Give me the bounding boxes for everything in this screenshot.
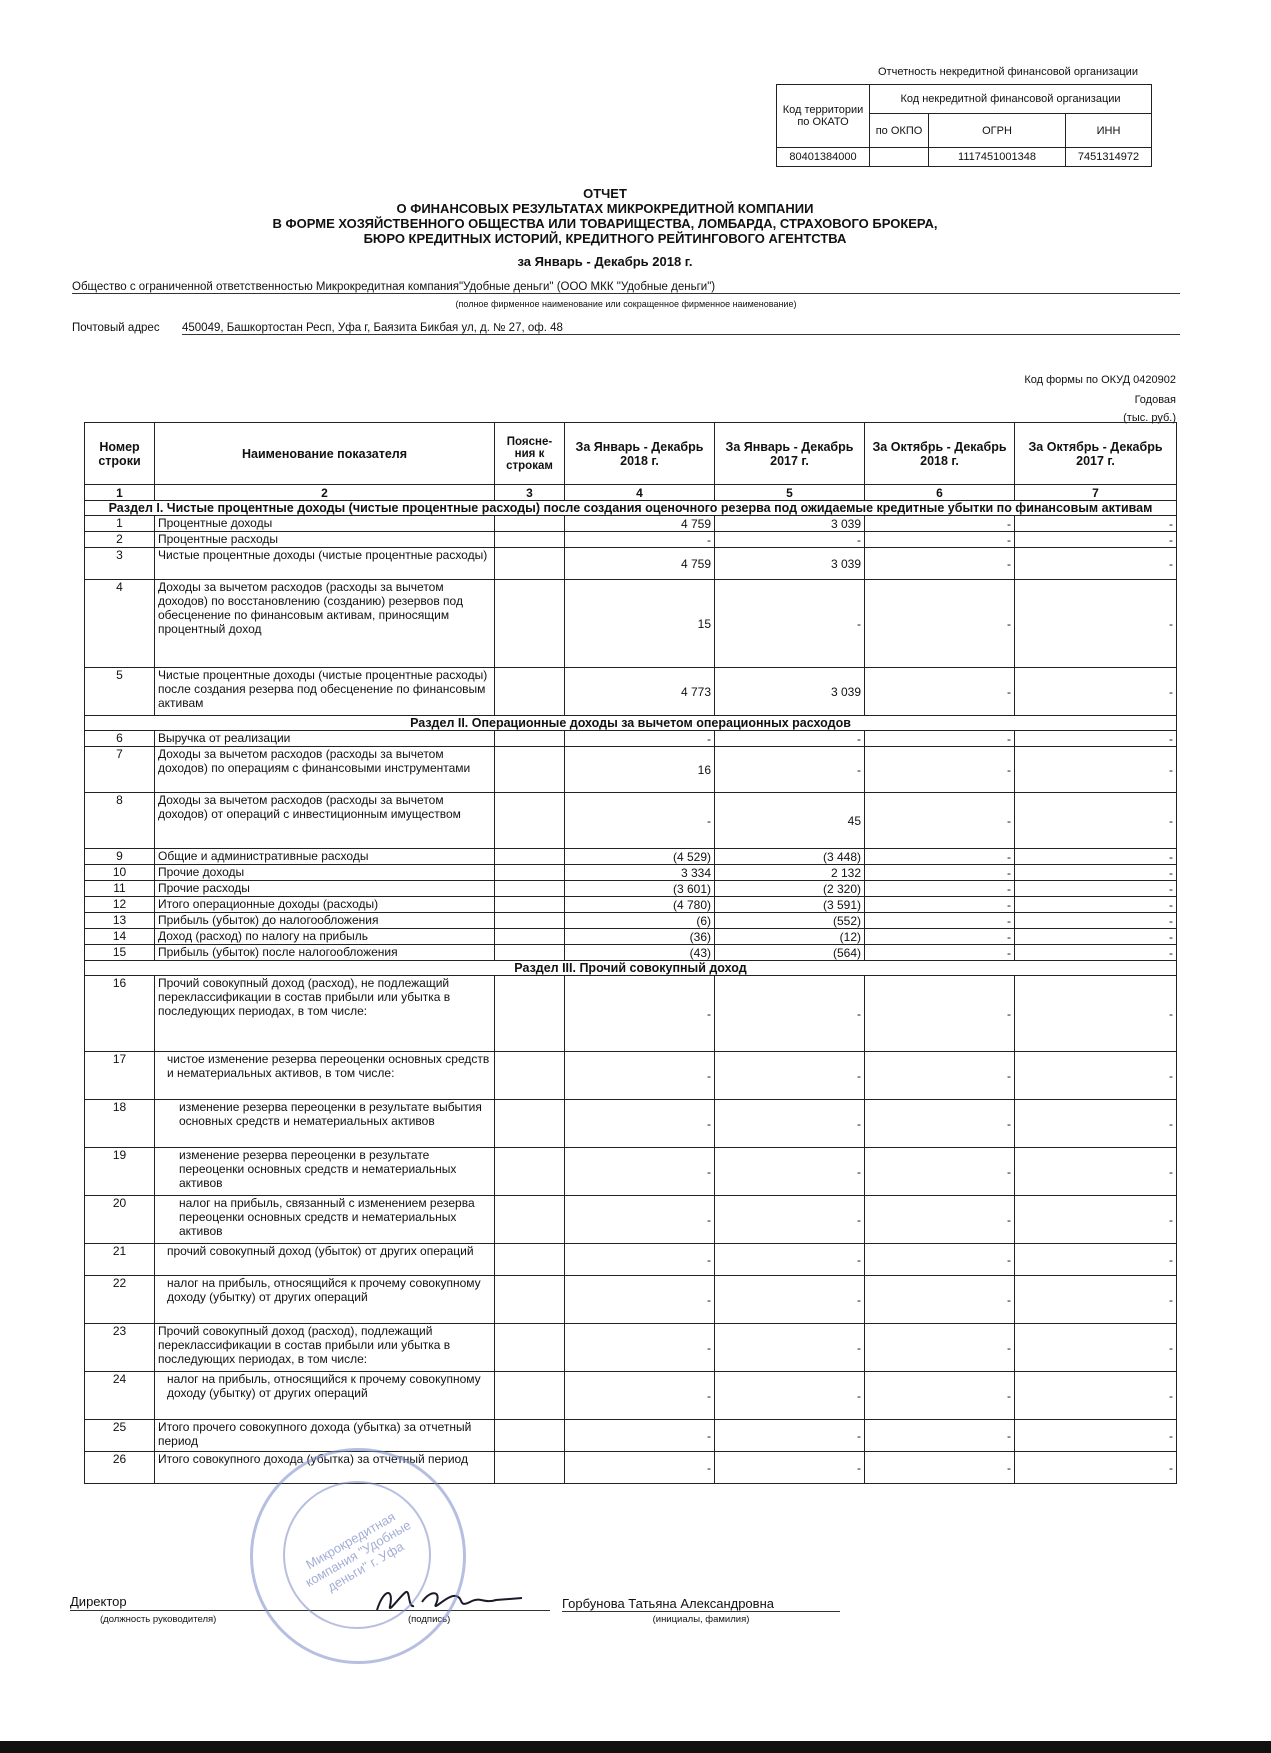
report-kind: Отчетность некредитной финансовой организации (878, 66, 1138, 78)
table-row (85, 580, 1177, 668)
value-2017-full: - (715, 731, 865, 747)
row-explanation (495, 865, 565, 881)
value-2018-q4: - (865, 1100, 1015, 1148)
table-row (85, 731, 1177, 747)
okpo-label: по ОКПО (870, 114, 929, 148)
value-2018-q4: - (865, 1276, 1015, 1324)
row-number: 17 (85, 1052, 155, 1100)
row-indicator-name: налог на прибыль, относящийся к прочему совокупному доходу (убытку) от других операций (155, 1276, 495, 1324)
report-period: за Январь - Декабрь 2018 г. (517, 254, 693, 269)
header-explanations: Поясне-ния к строкам (495, 423, 565, 485)
value-2017-q4: - (1015, 1100, 1177, 1148)
row-explanation (495, 1196, 565, 1244)
row-indicator-name: чистое изменение резерва переоценки основных средств и нематериальных активов, в том числе: (155, 1052, 495, 1100)
row-number: 26 (85, 1452, 155, 1484)
okud-code: Код формы по ОКУД 0420902 (1024, 374, 1176, 386)
row-number: 6 (85, 731, 155, 747)
value-2017-full: - (715, 1276, 865, 1324)
org-code-label: Код некредитной финансовой организации (870, 85, 1152, 114)
row-explanation (495, 793, 565, 849)
table-row (85, 532, 1177, 548)
table-row (85, 865, 1177, 881)
row-number: 16 (85, 976, 155, 1052)
row-indicator-name: Чистые процентные доходы (чистые процентные расходы) (155, 548, 495, 580)
row-indicator-name: Доходы за вычетом расходов (расходы за вычетом доходов) от операций с инвестиционным имуществом (155, 793, 495, 849)
address-label: Почтовый адрес (72, 322, 160, 334)
row-number: 5 (85, 668, 155, 716)
inn-value: 7451314972 (1066, 148, 1152, 167)
row-number: 12 (85, 897, 155, 913)
value-2018-full: (3 601) (565, 881, 715, 897)
value-2018-full: 4 759 (565, 516, 715, 532)
table-row (85, 1420, 1177, 1452)
value-2018-q4: - (865, 793, 1015, 849)
row-indicator-name: Итого прочего совокупного дохода (убытка) за отчетный период (155, 1420, 495, 1452)
row-explanation (495, 1420, 565, 1452)
value-2017-full: (3 448) (715, 849, 865, 865)
value-2018-q4: - (865, 548, 1015, 580)
value-2018-q4: - (865, 516, 1015, 532)
row-indicator-name: Прибыль (убыток) до налогообложения (155, 913, 495, 929)
column-number-5: 5 (715, 485, 865, 501)
value-2017-q4: - (1015, 1276, 1177, 1324)
value-2018-q4: - (865, 1372, 1015, 1420)
column-number-4: 4 (565, 485, 715, 501)
row-explanation (495, 1244, 565, 1276)
value-2018-q4: - (865, 976, 1015, 1052)
value-2017-full: - (715, 1052, 865, 1100)
value-2018-full: (43) (565, 945, 715, 961)
value-2017-full: (3 591) (715, 897, 865, 913)
table-row (85, 1452, 1177, 1484)
column-number-2: 2 (155, 485, 495, 501)
value-2018-full: - (565, 1324, 715, 1372)
row-indicator-name: Прибыль (убыток) после налогообложения (155, 945, 495, 961)
row-explanation (495, 976, 565, 1052)
row-indicator-name: Прочий совокупный доход (расход), подлежащий переклассификации в состав прибыли или убытка в последующих периодах, в том числе: (155, 1324, 495, 1372)
value-2017-q4: - (1015, 793, 1177, 849)
value-2018-full: 15 (565, 580, 715, 668)
periodicity: Годовая (1134, 394, 1176, 406)
row-number: 20 (85, 1196, 155, 1244)
section-header-row (85, 716, 1177, 731)
row-indicator-name: налог на прибыль, связанный с изменением резерва переоценки основных средств и нематериальных активов (155, 1196, 495, 1244)
row-number: 25 (85, 1420, 155, 1452)
row-indicator-name: Процентные доходы (155, 516, 495, 532)
row-number: 8 (85, 793, 155, 849)
value-2018-full: 3 334 (565, 865, 715, 881)
value-2018-q4: - (865, 1324, 1015, 1372)
okpo-value (870, 148, 929, 167)
codes-table (776, 84, 1152, 167)
value-2017-full: 3 039 (715, 548, 865, 580)
section-header-row (85, 961, 1177, 976)
name-caption: (инициалы, фамилия) (652, 1614, 750, 1625)
value-2017-full: - (715, 580, 865, 668)
row-explanation (495, 881, 565, 897)
row-explanation (495, 1052, 565, 1100)
row-indicator-name: изменение резерва переоценки в результате выбытия основных средств и нематериальных активов (155, 1100, 495, 1148)
header-2018-full: За Январь - Декабрь 2018 г. (565, 423, 715, 485)
value-2017-q4: - (1015, 1052, 1177, 1100)
report-title (140, 186, 1070, 269)
value-2017-q4: - (1015, 1372, 1177, 1420)
section-title-3: Раздел III. Прочий совокупный доход (85, 961, 1177, 976)
value-2018-q4: - (865, 865, 1015, 881)
value-2018-q4: - (865, 731, 1015, 747)
table-row (85, 1148, 1177, 1196)
value-2018-full: - (565, 1100, 715, 1148)
company-stamp (250, 1448, 466, 1664)
row-explanation (495, 1276, 565, 1324)
row-number: 24 (85, 1372, 155, 1420)
row-explanation (495, 913, 565, 929)
value-2017-full: 45 (715, 793, 865, 849)
value-2018-full: (4 780) (565, 897, 715, 913)
row-number: 14 (85, 929, 155, 945)
row-indicator-name: Прочие расходы (155, 881, 495, 897)
row-number: 7 (85, 747, 155, 793)
value-2018-full: - (565, 793, 715, 849)
value-2017-q4: - (1015, 1244, 1177, 1276)
value-2017-q4: - (1015, 849, 1177, 865)
value-2018-q4: - (865, 929, 1015, 945)
org-name-caption: (полное фирменное наименование или сокращенное фирменное наименование) (455, 299, 797, 309)
row-indicator-name: Итого совокупного дохода (убытка) за отчетный период (155, 1452, 495, 1484)
table-row (85, 1100, 1177, 1148)
value-2017-q4: - (1015, 516, 1177, 532)
value-2017-full: (552) (715, 913, 865, 929)
okato-label: Код территории по ОКАТО (777, 85, 870, 148)
value-2017-full: 2 132 (715, 865, 865, 881)
row-number: 15 (85, 945, 155, 961)
value-2017-q4: - (1015, 1420, 1177, 1452)
table-row (85, 516, 1177, 532)
value-2017-full: (12) (715, 929, 865, 945)
value-2018-full: - (565, 532, 715, 548)
row-number: 1 (85, 516, 155, 532)
ogrn-value: 1117451001348 (929, 148, 1066, 167)
section-title-1: Раздел I. Чистые процентные доходы (чистые процентные расходы) после создания оценочного резерва под ожидаемые кредитные убытки по финансовым активам (85, 501, 1177, 516)
value-2018-full: - (565, 1148, 715, 1196)
row-indicator-name: изменение резерва переоценки в результате переоценки основных средств и нематериальных активов (155, 1148, 495, 1196)
value-2018-full: - (565, 976, 715, 1052)
table-row (85, 548, 1177, 580)
table-row (85, 1052, 1177, 1100)
value-2018-q4: - (865, 913, 1015, 929)
value-2017-q4: - (1015, 580, 1177, 668)
value-2017-full: - (715, 1452, 865, 1484)
value-2018-q4: - (865, 1052, 1015, 1100)
value-2017-q4: - (1015, 1196, 1177, 1244)
row-explanation (495, 516, 565, 532)
value-2017-q4: - (1015, 881, 1177, 897)
row-explanation (495, 945, 565, 961)
value-2017-q4: - (1015, 865, 1177, 881)
row-indicator-name: Доходы за вычетом расходов (расходы за вычетом доходов) по операциям с финансовыми инструментами (155, 747, 495, 793)
value-2018-q4: - (865, 1452, 1015, 1484)
title-line-4: БЮРО КРЕДИТНЫХ ИСТОРИЙ, КРЕДИТНОГО РЕЙТИНГОВОГО АГЕНТСТВА (363, 231, 847, 246)
header-2017-q4: За Октябрь - Декабрь 2017 г. (1015, 423, 1177, 485)
table-row (85, 793, 1177, 849)
org-name: Общество с ограниченной ответственностью Микрокредитная компания"Удобные деньги" (ООО МКК "Удобные деньги") (72, 281, 1180, 294)
row-number: 3 (85, 548, 155, 580)
units: (тыс. руб.) (1123, 412, 1176, 424)
table-row (85, 1196, 1177, 1244)
value-2017-full: (564) (715, 945, 865, 961)
table-row (85, 668, 1177, 716)
row-number: 9 (85, 849, 155, 865)
position-caption: (должность руководителя) (100, 1614, 217, 1625)
column-number-1: 1 (85, 485, 155, 501)
value-2018-full: (36) (565, 929, 715, 945)
row-number: 18 (85, 1100, 155, 1148)
value-2018-q4: - (865, 849, 1015, 865)
signer-position: Директор (70, 1594, 127, 1609)
table-row (85, 929, 1177, 945)
value-2018-full: (6) (565, 913, 715, 929)
value-2018-q4: - (865, 1420, 1015, 1452)
row-indicator-name: Доходы за вычетом расходов (расходы за вычетом доходов) по восстановлению (созданию) резервов под обесценение по финансовым активам, приносящим процентный доход (155, 580, 495, 668)
row-indicator-name: налог на прибыль, относящийся к прочему совокупному доходу (убытку) от других операций (155, 1372, 495, 1420)
signer-name: Горбунова Татьяна Александровна (562, 1596, 840, 1612)
row-explanation (495, 1324, 565, 1372)
value-2018-full: - (565, 1052, 715, 1100)
row-indicator-name: Общие и административные расходы (155, 849, 495, 865)
value-2017-q4: - (1015, 1324, 1177, 1372)
value-2018-full: - (565, 1276, 715, 1324)
value-2017-full: - (715, 976, 865, 1052)
row-indicator-name: Прочие доходы (155, 865, 495, 881)
table-row (85, 897, 1177, 913)
value-2018-q4: - (865, 881, 1015, 897)
row-explanation (495, 747, 565, 793)
value-2018-full: (4 529) (565, 849, 715, 865)
signature-caption: (подпись) (408, 1614, 451, 1625)
row-indicator-name: Процентные расходы (155, 532, 495, 548)
value-2018-q4: - (865, 747, 1015, 793)
row-number: 22 (85, 1276, 155, 1324)
row-explanation (495, 580, 565, 668)
section-title-2: Раздел II. Операционные доходы за вычетом операционных расходов (85, 716, 1177, 731)
row-explanation (495, 1372, 565, 1420)
value-2017-full: - (715, 1196, 865, 1244)
row-explanation (495, 668, 565, 716)
row-indicator-name: Прочий совокупный доход (расход), не подлежащий переклассификации в состав прибыли или убытка в последующих периодах, в том числе: (155, 976, 495, 1052)
value-2018-full: - (565, 1244, 715, 1276)
inn-label: ИНН (1066, 114, 1152, 148)
value-2017-q4: - (1015, 747, 1177, 793)
row-indicator-name: Чистые процентные доходы (чистые процентные расходы) после создания резерва под обесценение по финансовым активам (155, 668, 495, 716)
title-line-3: В ФОРМЕ ХОЗЯЙСТВЕННОГО ОБЩЕСТВА ИЛИ ТОВАРИЩЕСТВА, ЛОМБАРДА, СТРАХОВОГО БРОКЕРА, (272, 216, 938, 231)
value-2017-full: 3 039 (715, 668, 865, 716)
header-2017-full: За Январь - Декабрь 2017 г. (715, 423, 865, 485)
postal-address: 450049, Башкортостан Респ, Уфа г, Баязита Бикбая ул, д. № 27, оф. 48 (182, 322, 1180, 335)
header-2018-q4: За Октябрь - Декабрь 2018 г. (865, 423, 1015, 485)
row-number: 13 (85, 913, 155, 929)
value-2018-full: 4 759 (565, 548, 715, 580)
row-number: 21 (85, 1244, 155, 1276)
value-2018-q4: - (865, 945, 1015, 961)
value-2018-q4: - (865, 668, 1015, 716)
value-2018-full: - (565, 1196, 715, 1244)
value-2017-q4: - (1015, 731, 1177, 747)
value-2017-full: - (715, 1148, 865, 1196)
value-2018-q4: - (865, 1244, 1015, 1276)
row-number: 19 (85, 1148, 155, 1196)
value-2018-q4: - (865, 1148, 1015, 1196)
financial-results-table (84, 422, 1177, 1484)
value-2018-q4: - (865, 1196, 1015, 1244)
row-explanation (495, 1452, 565, 1484)
value-2017-full: - (715, 747, 865, 793)
value-2017-q4: - (1015, 1148, 1177, 1196)
title-line-1: ОТЧЕТ (583, 186, 627, 201)
section-header-row (85, 501, 1177, 516)
row-number: 11 (85, 881, 155, 897)
table-row (85, 1276, 1177, 1324)
value-2017-full: - (715, 1100, 865, 1148)
value-2017-full: - (715, 1324, 865, 1372)
scan-bottom-edge (0, 1741, 1271, 1753)
title-line-2: О ФИНАНСОВЫХ РЕЗУЛЬТАТАХ МИКРОКРЕДИТНОЙ КОМПАНИИ (396, 201, 814, 216)
value-2017-full: - (715, 1420, 865, 1452)
header-row-number: Номер строки (85, 423, 155, 485)
okato-value: 80401384000 (777, 148, 870, 167)
value-2017-q4: - (1015, 897, 1177, 913)
value-2018-full: - (565, 1372, 715, 1420)
table-row (85, 976, 1177, 1052)
row-explanation (495, 1100, 565, 1148)
value-2017-q4: - (1015, 548, 1177, 580)
row-number: 23 (85, 1324, 155, 1372)
value-2017-full: - (715, 1372, 865, 1420)
row-explanation (495, 731, 565, 747)
row-indicator-name: прочий совокупный доход (убыток) от других операций (155, 1244, 495, 1276)
column-number-6: 6 (865, 485, 1015, 501)
value-2018-full: 16 (565, 747, 715, 793)
table-row (85, 945, 1177, 961)
value-2017-q4: - (1015, 976, 1177, 1052)
value-2017-q4: - (1015, 1452, 1177, 1484)
column-number-3: 3 (495, 485, 565, 501)
row-explanation (495, 897, 565, 913)
row-indicator-name: Доход (расход) по налогу на прибыль (155, 929, 495, 945)
table-row (85, 913, 1177, 929)
row-explanation (495, 532, 565, 548)
value-2017-q4: - (1015, 913, 1177, 929)
row-explanation (495, 849, 565, 865)
value-2017-q4: - (1015, 945, 1177, 961)
table-row (85, 849, 1177, 865)
value-2017-q4: - (1015, 668, 1177, 716)
table-row (85, 881, 1177, 897)
value-2018-full: 4 773 (565, 668, 715, 716)
column-number-7: 7 (1015, 485, 1177, 501)
value-2017-full: (2 320) (715, 881, 865, 897)
row-number: 10 (85, 865, 155, 881)
row-explanation (495, 548, 565, 580)
row-number: 2 (85, 532, 155, 548)
row-explanation (495, 1148, 565, 1196)
row-indicator-name: Итого операционные доходы (расходы) (155, 897, 495, 913)
table-row (85, 1372, 1177, 1420)
header-indicator-name: Наименование показателя (155, 423, 495, 485)
row-indicator-name: Выручка от реализации (155, 731, 495, 747)
value-2018-full: - (565, 731, 715, 747)
row-explanation (495, 929, 565, 945)
value-2018-full: - (565, 1420, 715, 1452)
row-number: 4 (85, 580, 155, 668)
value-2017-full: - (715, 1244, 865, 1276)
value-2018-q4: - (865, 580, 1015, 668)
value-2018-q4: - (865, 532, 1015, 548)
value-2018-q4: - (865, 897, 1015, 913)
value-2017-full: - (715, 532, 865, 548)
table-row (85, 747, 1177, 793)
stamp-text: Микрокредитная компания "Удобные деньги" г. Уфа (302, 1508, 414, 1595)
value-2017-q4: - (1015, 532, 1177, 548)
table-row (85, 1324, 1177, 1372)
value-2017-full: 3 039 (715, 516, 865, 532)
value-2018-full: - (565, 1452, 715, 1484)
ogrn-label: ОГРН (929, 114, 1066, 148)
value-2017-q4: - (1015, 929, 1177, 945)
table-row (85, 1244, 1177, 1276)
